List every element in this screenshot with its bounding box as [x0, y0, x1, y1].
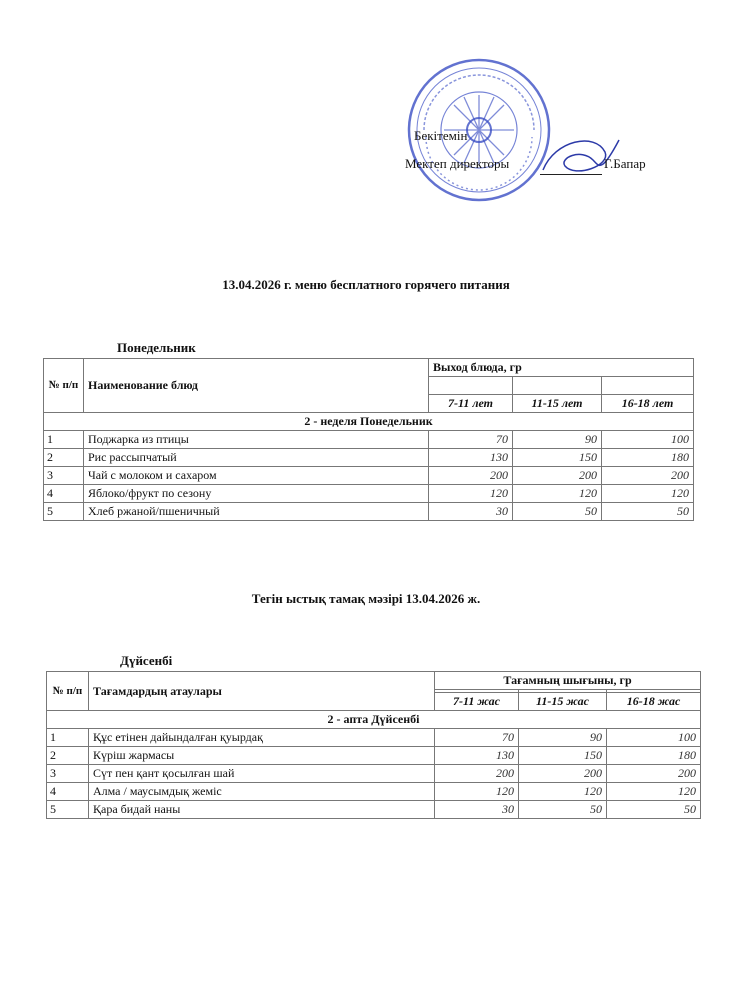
table-row	[44, 467, 694, 485]
table-row	[47, 801, 701, 819]
header-age-16-18: 16-18 жас	[607, 693, 701, 711]
week-label: 2 - апта Дүйсенбі	[47, 711, 701, 729]
row-number: 2	[47, 747, 89, 765]
approval-block	[0, 0, 732, 200]
yield-16-18: 50	[607, 801, 701, 819]
header-number: № п/п	[44, 359, 84, 413]
yield-11-15: 200	[519, 765, 607, 783]
yield-11-15: 50	[519, 801, 607, 819]
row-number: 3	[47, 765, 89, 783]
menu-table-ru	[43, 358, 694, 521]
table-row	[47, 783, 701, 801]
yield-7-11: 120	[429, 485, 513, 503]
yield-16-18: 100	[602, 431, 694, 449]
yield-7-11: 30	[435, 801, 519, 819]
yield-11-15: 90	[519, 729, 607, 747]
yield-7-11: 30	[429, 503, 513, 521]
yield-11-15: 150	[513, 449, 602, 467]
header-yield: Тағамның шығыны, гр	[435, 672, 701, 690]
header-number: № п/п	[47, 672, 89, 711]
yield-7-11: 70	[435, 729, 519, 747]
menu-title-kz: Тегін ыстық тамақ мәзірі 13.04.2026 ж.	[251, 591, 481, 606]
yield-11-15: 120	[519, 783, 607, 801]
table-row	[44, 449, 694, 467]
dish-name: Хлеб ржаной/пшеничный	[84, 503, 429, 521]
yield-16-18: 120	[602, 485, 694, 503]
yield-7-11: 130	[435, 747, 519, 765]
day-label-ru: Понедельник	[117, 340, 196, 355]
dish-name: Күріш жармасы	[89, 747, 435, 765]
header-age-16-18: 16-18 лет	[602, 395, 694, 413]
row-number: 1	[47, 729, 89, 747]
yield-7-11: 200	[435, 765, 519, 783]
dish-name: Рис рассыпчатый	[84, 449, 429, 467]
dish-name: Сүт пен қант қосылған шай	[89, 765, 435, 783]
yield-11-15: 120	[513, 485, 602, 503]
header-yield: Выход блюда, гр	[429, 359, 694, 377]
yield-7-11: 120	[435, 783, 519, 801]
header-age-11-15: 11-15 лет	[513, 395, 602, 413]
menu-title-ru: 13.04.2026 г. меню бесплатного горячего питания	[222, 277, 510, 292]
director-title: Мектеп директоры	[405, 156, 510, 171]
yield-16-18: 200	[607, 765, 701, 783]
yield-11-15: 200	[513, 467, 602, 485]
dish-name: Қара бидай наны	[89, 801, 435, 819]
yield-16-18: 180	[602, 449, 694, 467]
director-name: Г.Бапар	[604, 156, 646, 171]
yield-11-15: 50	[513, 503, 602, 521]
row-number: 5	[47, 801, 89, 819]
table-row	[44, 485, 694, 503]
yield-16-18: 200	[602, 467, 694, 485]
table-row	[47, 747, 701, 765]
header-age-7-11: 7-11 лет	[429, 395, 513, 413]
header-age-7-11: 7-11 жас	[435, 693, 519, 711]
approve-word: Бекітемін	[414, 128, 468, 143]
menu-table-kz	[46, 671, 701, 819]
header-dish-name: Тағамдардың атаулары	[89, 672, 435, 711]
yield-11-15: 90	[513, 431, 602, 449]
row-number: 4	[44, 485, 84, 503]
yield-16-18: 50	[602, 503, 694, 521]
row-number: 4	[47, 783, 89, 801]
dish-name: Яблоко/фрукт по сезону	[84, 485, 429, 503]
table-row	[44, 503, 694, 521]
row-number: 3	[44, 467, 84, 485]
row-number: 5	[44, 503, 84, 521]
dish-name: Чай с молоком и сахаром	[84, 467, 429, 485]
table-row	[47, 729, 701, 747]
yield-16-18: 120	[607, 783, 701, 801]
dish-name: Алма / маусымдық жеміс	[89, 783, 435, 801]
table-row	[44, 431, 694, 449]
day-label-kz: Дүйсенбі	[120, 653, 173, 668]
table-row	[47, 765, 701, 783]
yield-7-11: 200	[429, 467, 513, 485]
yield-16-18: 180	[607, 747, 701, 765]
header-dish-name: Наименование блюд	[84, 359, 429, 413]
row-number: 1	[44, 431, 84, 449]
week-label: 2 - неделя Понедельник	[44, 413, 694, 431]
yield-7-11: 130	[429, 449, 513, 467]
row-number: 2	[44, 449, 84, 467]
header-age-11-15: 11-15 жас	[519, 693, 607, 711]
dish-name: Поджарка из птицы	[84, 431, 429, 449]
yield-16-18: 100	[607, 729, 701, 747]
dish-name: Құс етінен дайындалған қуырдақ	[89, 729, 435, 747]
yield-7-11: 70	[429, 431, 513, 449]
signature-line	[540, 174, 602, 175]
yield-11-15: 150	[519, 747, 607, 765]
